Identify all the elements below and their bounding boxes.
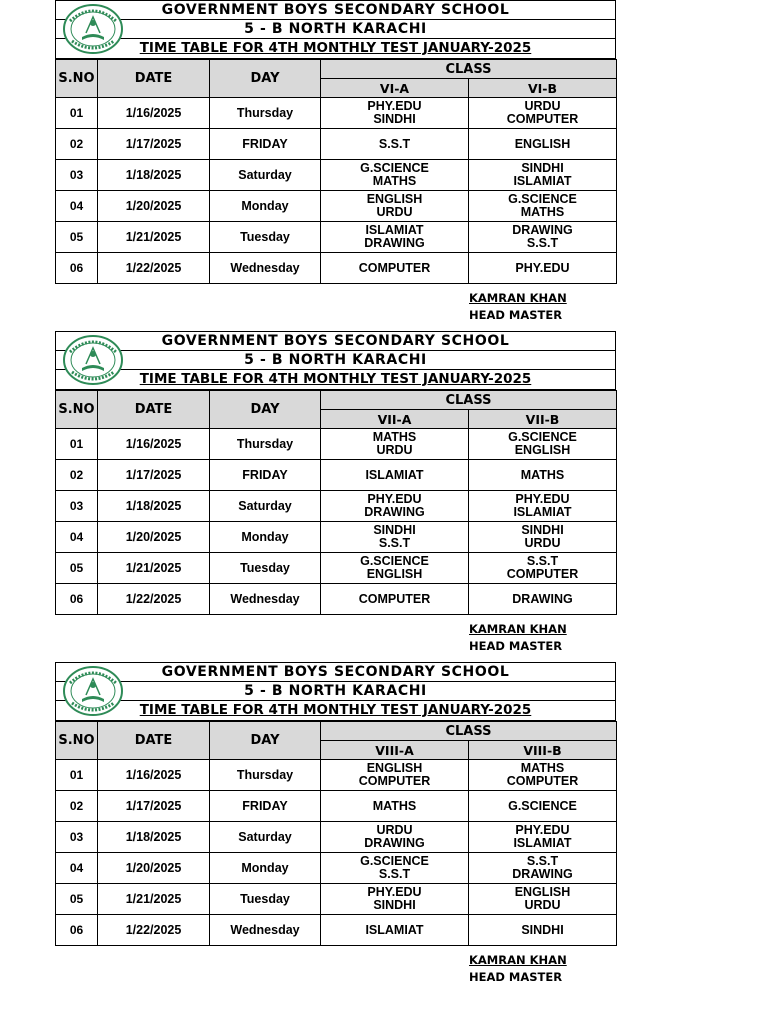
section-a-subject-cell bbox=[321, 191, 469, 222]
subject-line: COMPUTER bbox=[506, 774, 579, 788]
section-b-subject-cell bbox=[469, 822, 617, 853]
table-row bbox=[56, 222, 617, 253]
subject-line: PHY.EDU bbox=[367, 492, 422, 506]
date-cell: 1/20/2025 bbox=[98, 191, 210, 222]
subject-line: S.S.T bbox=[378, 867, 411, 881]
subject-line: COMPUTER bbox=[506, 567, 579, 581]
branch-name: 5 - B NORTH KARACHI bbox=[56, 351, 615, 370]
subject-line: SINDHI bbox=[521, 523, 564, 537]
section-b-subject-cell bbox=[469, 129, 617, 160]
day-cell: Wednesday bbox=[210, 253, 321, 284]
school-name: GOVERNMENT BOYS SECONDARY SCHOOL bbox=[56, 1, 615, 20]
section-a-subject-cell bbox=[321, 760, 469, 791]
timetable-table bbox=[55, 721, 617, 946]
date-cell: 1/16/2025 bbox=[98, 429, 210, 460]
sno-cell: 06 bbox=[56, 584, 98, 615]
subject-line: ISLAMIAT bbox=[513, 505, 572, 519]
timetable-title: TIME TABLE FOR 4TH MONTHLY TEST JANUARY-2025 bbox=[56, 39, 615, 59]
day-cell: Thursday bbox=[210, 429, 321, 460]
timetable-title: TIME TABLE FOR 4TH MONTHLY TEST JANUARY-2025 bbox=[56, 701, 615, 721]
subject-line: MATHS bbox=[372, 798, 417, 813]
table-row bbox=[56, 853, 617, 884]
day-cell: Saturday bbox=[210, 491, 321, 522]
subject-line: PHY.EDU bbox=[515, 823, 570, 837]
table-row bbox=[56, 429, 617, 460]
sno-header: S.NO bbox=[56, 391, 98, 429]
section-b-subject-cell bbox=[469, 791, 617, 822]
section-b-subject-cell bbox=[469, 160, 617, 191]
section-b-subject-cell bbox=[469, 429, 617, 460]
day-cell: Thursday bbox=[210, 98, 321, 129]
table-row bbox=[56, 553, 617, 584]
date-cell: 1/17/2025 bbox=[98, 791, 210, 822]
date-cell: 1/22/2025 bbox=[98, 253, 210, 284]
branch-name: 5 - B NORTH KARACHI bbox=[56, 682, 615, 701]
date-cell: 1/18/2025 bbox=[98, 822, 210, 853]
sno-cell: 04 bbox=[56, 191, 98, 222]
subject-line: G.SCIENCE bbox=[360, 554, 429, 568]
section-a-subject-cell bbox=[321, 129, 469, 160]
date-cell: 1/17/2025 bbox=[98, 129, 210, 160]
subject-line: DRAWING bbox=[512, 591, 573, 606]
table-row bbox=[56, 460, 617, 491]
table-row bbox=[56, 584, 617, 615]
section-a-subject-cell bbox=[321, 429, 469, 460]
branch-name: 5 - B NORTH KARACHI bbox=[56, 20, 615, 39]
subject-line: S.S.T bbox=[526, 236, 559, 250]
subject-line: ENGLISH bbox=[514, 443, 571, 457]
signatory-name: KAMRAN KHAN bbox=[469, 953, 567, 967]
section-a-header: VI-A bbox=[321, 79, 469, 98]
table-row bbox=[56, 791, 617, 822]
sno-cell: 05 bbox=[56, 222, 98, 253]
sno-cell: 03 bbox=[56, 491, 98, 522]
day-cell: Monday bbox=[210, 191, 321, 222]
sno-cell: 06 bbox=[56, 915, 98, 946]
section-b-header: VII-B bbox=[469, 410, 617, 429]
section-a-subject-cell bbox=[321, 915, 469, 946]
day-header: DAY bbox=[210, 391, 321, 429]
subject-line: COMPUTER bbox=[358, 260, 431, 275]
table-row bbox=[56, 191, 617, 222]
section-a-subject-cell bbox=[321, 884, 469, 915]
timetable-table bbox=[55, 390, 617, 615]
signatory-name: KAMRAN KHAN bbox=[469, 291, 567, 305]
timetable-block bbox=[55, 0, 616, 284]
subject-line: DRAWING bbox=[364, 836, 425, 850]
table-row bbox=[56, 129, 617, 160]
subject-line: S.S.T bbox=[378, 536, 411, 550]
subject-line: G.SCIENCE bbox=[360, 854, 429, 868]
class-header: CLASS bbox=[321, 391, 617, 410]
sno-cell: 04 bbox=[56, 853, 98, 884]
date-cell: 1/17/2025 bbox=[98, 460, 210, 491]
day-cell: Thursday bbox=[210, 760, 321, 791]
subject-line: SINDHI bbox=[373, 523, 416, 537]
subject-line: S.S.T bbox=[526, 854, 559, 868]
subject-line: SINDHI bbox=[521, 922, 564, 937]
timetable-header bbox=[55, 331, 616, 390]
day-cell: FRIDAY bbox=[210, 460, 321, 491]
section-b-subject-cell bbox=[469, 460, 617, 491]
subject-line: URDU bbox=[524, 898, 561, 912]
timetable-header bbox=[55, 0, 616, 59]
section-b-subject-cell bbox=[469, 553, 617, 584]
day-cell: FRIDAY bbox=[210, 791, 321, 822]
subject-line: ENGLISH bbox=[514, 136, 571, 151]
signature-block bbox=[469, 290, 567, 324]
section-b-header: VIII-B bbox=[469, 741, 617, 760]
day-cell: Tuesday bbox=[210, 222, 321, 253]
subject-line: URDU bbox=[376, 205, 413, 219]
subject-line: G.SCIENCE bbox=[508, 192, 577, 206]
date-cell: 1/20/2025 bbox=[98, 522, 210, 553]
subject-line: MATHS bbox=[372, 430, 417, 444]
day-cell: Saturday bbox=[210, 822, 321, 853]
sno-cell: 01 bbox=[56, 760, 98, 791]
date-cell: 1/21/2025 bbox=[98, 553, 210, 584]
section-a-subject-cell bbox=[321, 253, 469, 284]
section-b-subject-cell bbox=[469, 491, 617, 522]
section-b-header: VI-B bbox=[469, 79, 617, 98]
sno-cell: 02 bbox=[56, 129, 98, 160]
school-emblem-icon bbox=[62, 665, 124, 717]
subject-line: URDU bbox=[524, 99, 561, 113]
date-cell: 1/18/2025 bbox=[98, 160, 210, 191]
signatory-name: KAMRAN KHAN bbox=[469, 622, 567, 636]
subject-line: S.S.T bbox=[526, 554, 559, 568]
section-a-subject-cell bbox=[321, 160, 469, 191]
day-cell: FRIDAY bbox=[210, 129, 321, 160]
class-header: CLASS bbox=[321, 60, 617, 79]
section-b-subject-cell bbox=[469, 853, 617, 884]
day-cell: Monday bbox=[210, 853, 321, 884]
date-cell: 1/16/2025 bbox=[98, 98, 210, 129]
date-cell: 1/20/2025 bbox=[98, 853, 210, 884]
day-cell: Tuesday bbox=[210, 884, 321, 915]
date-cell: 1/22/2025 bbox=[98, 915, 210, 946]
subject-line: MATHS bbox=[520, 761, 565, 775]
class-header: CLASS bbox=[321, 722, 617, 741]
table-row bbox=[56, 822, 617, 853]
section-b-subject-cell bbox=[469, 98, 617, 129]
table-row bbox=[56, 160, 617, 191]
signatory-role: HEAD MASTER bbox=[469, 970, 563, 984]
timetable-header bbox=[55, 662, 616, 721]
subject-line: ENGLISH bbox=[514, 885, 571, 899]
table-row bbox=[56, 915, 617, 946]
section-a-subject-cell bbox=[321, 522, 469, 553]
table-row bbox=[56, 760, 617, 791]
subject-line: COMPUTER bbox=[358, 591, 431, 606]
sno-header: S.NO bbox=[56, 60, 98, 98]
sno-cell: 02 bbox=[56, 460, 98, 491]
day-header: DAY bbox=[210, 722, 321, 760]
subject-line: COMPUTER bbox=[358, 774, 431, 788]
signature-block bbox=[469, 621, 567, 655]
section-b-subject-cell bbox=[469, 191, 617, 222]
subject-line: ISLAMIAT bbox=[365, 223, 424, 237]
subject-line: ENGLISH bbox=[366, 567, 423, 581]
table-row bbox=[56, 884, 617, 915]
date-cell: 1/21/2025 bbox=[98, 222, 210, 253]
subject-line: ENGLISH bbox=[366, 761, 423, 775]
section-a-subject-cell bbox=[321, 460, 469, 491]
section-b-subject-cell bbox=[469, 760, 617, 791]
day-cell: Monday bbox=[210, 522, 321, 553]
sno-cell: 01 bbox=[56, 98, 98, 129]
date-header: DATE bbox=[98, 722, 210, 760]
subject-line: ISLAMIAT bbox=[513, 174, 572, 188]
timetable-block bbox=[55, 331, 616, 615]
subject-line: G.SCIENCE bbox=[360, 161, 429, 175]
subject-line: URDU bbox=[376, 823, 413, 837]
section-b-subject-cell bbox=[469, 253, 617, 284]
day-cell: Tuesday bbox=[210, 553, 321, 584]
section-b-subject-cell bbox=[469, 915, 617, 946]
subject-line: PHY.EDU bbox=[367, 99, 422, 113]
section-a-subject-cell bbox=[321, 98, 469, 129]
subject-line: MATHS bbox=[520, 467, 565, 482]
subject-line: URDU bbox=[376, 443, 413, 457]
sno-cell: 05 bbox=[56, 553, 98, 584]
timetable-table bbox=[55, 59, 617, 284]
subject-line: S.S.T bbox=[378, 136, 411, 151]
subject-line: COMPUTER bbox=[506, 112, 579, 126]
school-emblem-icon bbox=[62, 334, 124, 386]
signatory-role: HEAD MASTER bbox=[469, 308, 563, 322]
subject-line: ISLAMIAT bbox=[365, 922, 424, 937]
section-a-header: VIII-A bbox=[321, 741, 469, 760]
section-a-subject-cell bbox=[321, 553, 469, 584]
subject-line: DRAWING bbox=[512, 223, 573, 237]
subject-line: SINDHI bbox=[521, 161, 564, 175]
day-cell: Wednesday bbox=[210, 584, 321, 615]
timetable-title: TIME TABLE FOR 4TH MONTHLY TEST JANUARY-2025 bbox=[56, 370, 615, 390]
date-cell: 1/16/2025 bbox=[98, 760, 210, 791]
section-a-subject-cell bbox=[321, 491, 469, 522]
day-cell: Saturday bbox=[210, 160, 321, 191]
sno-cell: 02 bbox=[56, 791, 98, 822]
section-a-header: VII-A bbox=[321, 410, 469, 429]
section-b-subject-cell bbox=[469, 884, 617, 915]
table-row bbox=[56, 522, 617, 553]
day-header: DAY bbox=[210, 60, 321, 98]
school-name: GOVERNMENT BOYS SECONDARY SCHOOL bbox=[56, 663, 615, 682]
sno-cell: 06 bbox=[56, 253, 98, 284]
sno-cell: 04 bbox=[56, 522, 98, 553]
timetable-block bbox=[55, 662, 616, 946]
date-header: DATE bbox=[98, 60, 210, 98]
sno-cell: 03 bbox=[56, 160, 98, 191]
signatory-role: HEAD MASTER bbox=[469, 639, 563, 653]
section-b-subject-cell bbox=[469, 222, 617, 253]
subject-line: MATHS bbox=[372, 174, 417, 188]
table-row bbox=[56, 98, 617, 129]
section-b-subject-cell bbox=[469, 584, 617, 615]
subject-line: URDU bbox=[524, 536, 561, 550]
subject-line: SINDHI bbox=[373, 898, 416, 912]
subject-line: MATHS bbox=[520, 205, 565, 219]
table-row bbox=[56, 253, 617, 284]
subject-line: DRAWING bbox=[512, 867, 573, 881]
sno-cell: 03 bbox=[56, 822, 98, 853]
school-name: GOVERNMENT BOYS SECONDARY SCHOOL bbox=[56, 332, 615, 351]
subject-line: ENGLISH bbox=[366, 192, 423, 206]
date-header: DATE bbox=[98, 391, 210, 429]
table-row bbox=[56, 491, 617, 522]
date-cell: 1/21/2025 bbox=[98, 884, 210, 915]
subject-line: ISLAMIAT bbox=[365, 467, 424, 482]
subject-line: DRAWING bbox=[364, 236, 425, 250]
signature-block bbox=[469, 952, 567, 986]
section-a-subject-cell bbox=[321, 853, 469, 884]
section-a-subject-cell bbox=[321, 222, 469, 253]
subject-line: PHY.EDU bbox=[515, 492, 570, 506]
subject-line: G.SCIENCE bbox=[508, 430, 577, 444]
sno-header: S.NO bbox=[56, 722, 98, 760]
section-a-subject-cell bbox=[321, 822, 469, 853]
section-b-subject-cell bbox=[469, 522, 617, 553]
school-emblem-icon bbox=[62, 3, 124, 55]
section-a-subject-cell bbox=[321, 584, 469, 615]
subject-line: G.SCIENCE bbox=[508, 798, 577, 813]
subject-line: SINDHI bbox=[373, 112, 416, 126]
sno-cell: 01 bbox=[56, 429, 98, 460]
date-cell: 1/18/2025 bbox=[98, 491, 210, 522]
subject-line: PHY.EDU bbox=[367, 885, 422, 899]
day-cell: Wednesday bbox=[210, 915, 321, 946]
section-a-subject-cell bbox=[321, 791, 469, 822]
subject-line: PHY.EDU bbox=[515, 260, 570, 275]
date-cell: 1/22/2025 bbox=[98, 584, 210, 615]
sno-cell: 05 bbox=[56, 884, 98, 915]
subject-line: DRAWING bbox=[364, 505, 425, 519]
subject-line: ISLAMIAT bbox=[513, 836, 572, 850]
